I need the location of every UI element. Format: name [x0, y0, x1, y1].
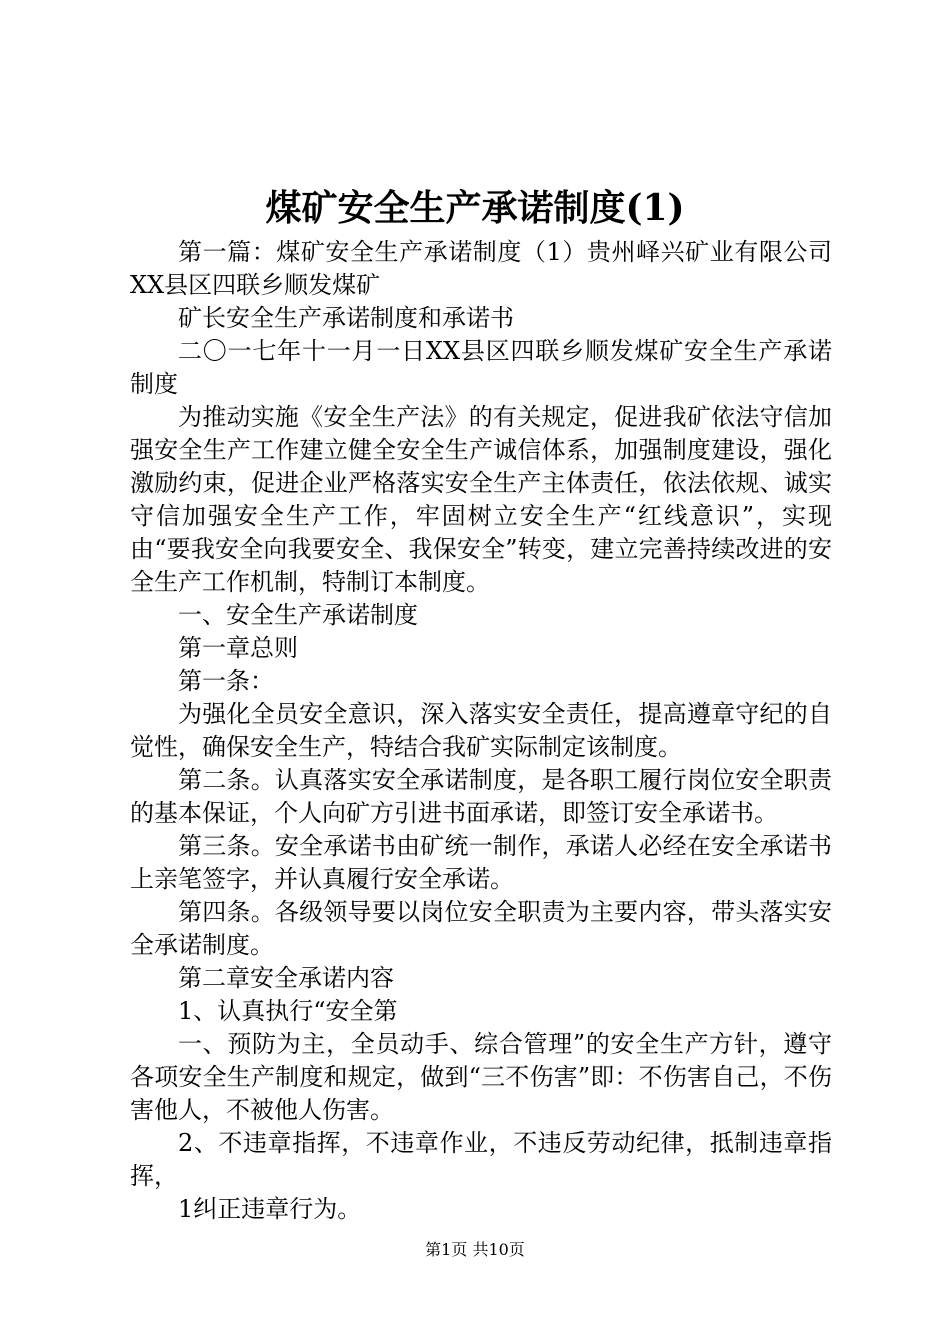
paragraph: 为推动实施《安全生产法》的有关规定，促进我矿依法守信加强安全生产工作建立健全安全生产诚信体系，加强制度建设，强化激励约束，促进企业严格落实安全生产主体责任，依法依规、诚实守信加强安全生产工作，牢固树立安全生产“红线意识”，实现由“要我安全向我要安全、我保安全”转变，建立完善持续改进的安全生产工作机制，特制订本制度。 [130, 403, 832, 596]
paragraph: 二〇一七年十一月一日XX县区四联乡顺发煤矿安全生产承诺制度 [130, 337, 832, 398]
paragraph: 一、预防为主，全员动手、综合管理”的安全生产方针，遵守各项安全生产制度和规定，做到“三不伤害”即：不伤害自己，不伤害他人，不被他人伤害。 [130, 1030, 832, 1124]
list-item: 1、认真执行“安全第 [178, 997, 398, 1025]
document-body [130, 236, 832, 1226]
article-heading: 第一条： [178, 667, 274, 695]
paragraph: 为强化全员安全意识，深入落实安全责任，提高遵章守纪的自觉性，确保安全生产，特结合我矿实际制定该制度。 [130, 700, 832, 761]
paragraph: 第二条。认真落实安全承诺制度，是各职工履行岗位安全职责的基本保证，个人向矿方引进书面承诺，即签订安全承诺书。 [130, 766, 832, 827]
paragraph: 第三条。安全承诺书由矿统一制作，承诺人必经在安全承诺书上亲笔签字，并认真履行安全承诺。 [130, 832, 832, 893]
list-item: 2、不违章指挥，不违章作业，不违反劳动纪律，抵制违章指挥， [130, 1129, 832, 1190]
paragraph: 第一篇：煤矿安全生产承诺制度（1）贵州峄兴矿业有限公司XX县区四联乡顺发煤矿 [130, 238, 832, 299]
document-title: 煤矿安全生产承诺制度(1) [265, 187, 685, 229]
paragraph: 第四条。各级领导要以岗位安全职责为主要内容，带头落实安全承诺制度。 [130, 898, 832, 959]
section-heading: 一、安全生产承诺制度 [178, 601, 418, 629]
list-item: 1纠正违章行为。 [178, 1195, 362, 1223]
page-footer: 第1页 共10页 [425, 1240, 525, 1259]
chapter-heading: 第二章安全承诺内容 [178, 964, 394, 992]
chapter-heading: 第一章总则 [178, 634, 298, 662]
paragraph: 矿长安全生产承诺制度和承诺书 [178, 304, 514, 332]
